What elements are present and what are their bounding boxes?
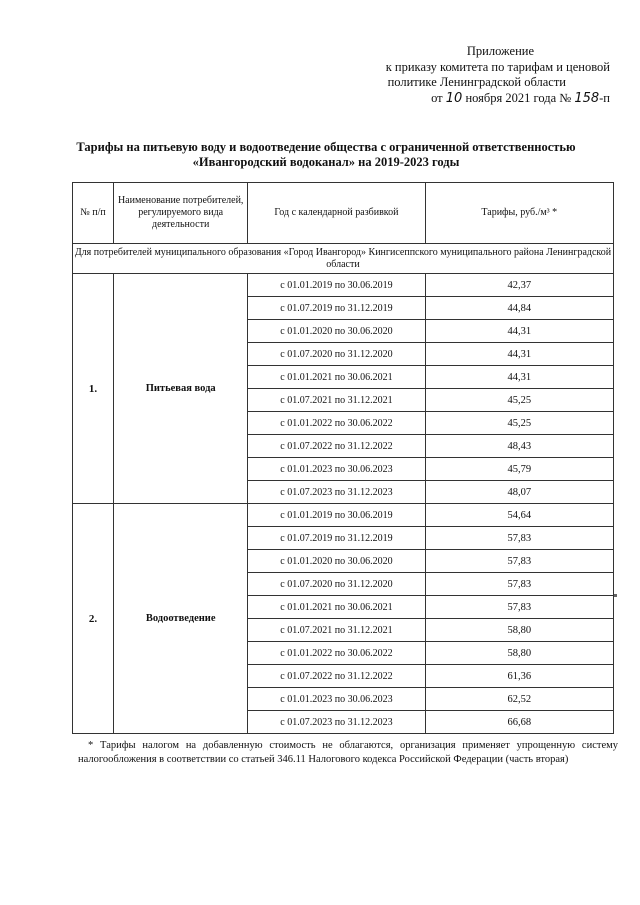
period-cell: с 01.01.2022 по 30.06.2022 <box>248 412 425 435</box>
period-cell: с 01.07.2022 по 31.12.2022 <box>248 435 425 458</box>
title-line-2: «Ивангородский водоканал» на 2019-2023 годы <box>192 155 460 169</box>
period-cell: с 01.07.2021 по 31.12.2021 <box>248 619 425 642</box>
section-name: Питьевая вода <box>114 274 248 504</box>
tariff-cell: 58,80 <box>425 619 613 642</box>
period-cell: с 01.07.2019 по 31.12.2019 <box>248 297 425 320</box>
table-row <box>73 274 614 297</box>
annex-line-3: политике Ленинградской области <box>387 75 566 90</box>
period-cell: с 01.07.2023 по 31.12.2023 <box>248 711 425 734</box>
order-number-handwritten: 158 <box>574 90 600 106</box>
tariff-cell: 45,25 <box>425 412 613 435</box>
order-date-middle: ноября 2021 года № <box>465 90 572 105</box>
document-title <box>36 140 616 170</box>
header-name: Наименование потребителей, регулируемого вида деятельности <box>114 183 248 244</box>
tariff-cell: 45,79 <box>425 458 613 481</box>
header-tariff: Тарифы, руб./м³ * <box>425 183 613 244</box>
section-name: Водоотведение <box>114 504 248 734</box>
tariff-cell: 66,68 <box>425 711 613 734</box>
period-cell: с 01.01.2021 по 30.06.2021 <box>248 596 425 619</box>
tariff-cell: 58,80 <box>425 642 613 665</box>
title-line-1: Тарифы на питьевую воду и водоотведение общества с ограниченной ответственностью <box>76 140 576 154</box>
group-row <box>73 244 614 274</box>
annex-line-2: к приказу комитета по тарифам и ценовой <box>385 59 610 74</box>
order-day-handwritten: 10 <box>445 90 463 106</box>
period-cell: с 01.07.2019 по 31.12.2019 <box>248 527 425 550</box>
order-date-prefix: от <box>431 90 443 105</box>
table-row <box>73 504 614 527</box>
period-cell: с 01.07.2023 по 31.12.2023 <box>248 481 425 504</box>
group-label: Для потребителей муниципального образования «Город Ивангород» Кингисеппского муниципального района Ленинградской области <box>73 244 614 274</box>
period-cell: с 01.01.2023 по 30.06.2023 <box>248 688 425 711</box>
section-number: 2. <box>73 504 114 734</box>
table-header-row <box>73 183 614 244</box>
tariff-cell: 57,83 <box>425 550 613 573</box>
period-cell: с 01.07.2020 по 31.12.2020 <box>248 573 425 596</box>
tariff-cell: 62,52 <box>425 688 613 711</box>
footnote: * Тарифы налогом на добавленную стоимость не облагаются, организация применяет упрощенную систему налогообложения в соответствии со статьей 346.11 Налогового кодекса Российской Федерации (часть вторая) <box>78 740 618 765</box>
annex-block <box>300 44 610 106</box>
period-cell: с 01.07.2021 по 31.12.2021 <box>248 389 425 412</box>
tariff-cell: 44,31 <box>425 366 613 389</box>
section-number: 1. <box>73 274 114 504</box>
period-cell: с 01.01.2023 по 30.06.2023 <box>248 458 425 481</box>
tariff-cell: 57,83 <box>425 527 613 550</box>
tariff-cell: 42,37 <box>425 274 613 297</box>
table-body <box>73 244 614 734</box>
period-cell: с 01.01.2020 по 30.06.2020 <box>248 320 425 343</box>
header-period: Год с календарной разбивкой <box>248 183 425 244</box>
tariff-cell: 61,36 <box>425 665 613 688</box>
tariff-cell: 57,83 <box>425 573 613 596</box>
tariff-cell: 48,43 <box>425 435 613 458</box>
period-cell: с 01.07.2020 по 31.12.2020 <box>248 343 425 366</box>
tariff-cell: 44,31 <box>425 343 613 366</box>
tariff-cell: 54,64 <box>425 504 613 527</box>
tariff-cell: 44,84 <box>425 297 613 320</box>
tariff-cell: 57,83 <box>425 596 613 619</box>
period-cell: с 01.01.2021 по 30.06.2021 <box>248 366 425 389</box>
annex-line-1: Приложение <box>466 44 534 58</box>
order-number-suffix: -п <box>599 90 610 105</box>
scan-artifact-dot <box>614 594 617 597</box>
tariff-cell: 44,31 <box>425 320 613 343</box>
period-cell: с 01.01.2022 по 30.06.2022 <box>248 642 425 665</box>
tariff-table <box>72 182 614 734</box>
period-cell: с 01.01.2019 по 30.06.2019 <box>248 504 425 527</box>
tariff-cell: 48,07 <box>425 481 613 504</box>
header-num: № п/п <box>73 183 114 244</box>
tariff-cell: 45,25 <box>425 389 613 412</box>
annex-line-4 <box>300 91 610 107</box>
period-cell: с 01.01.2019 по 30.06.2019 <box>248 274 425 297</box>
period-cell: с 01.01.2020 по 30.06.2020 <box>248 550 425 573</box>
period-cell: с 01.07.2022 по 31.12.2022 <box>248 665 425 688</box>
